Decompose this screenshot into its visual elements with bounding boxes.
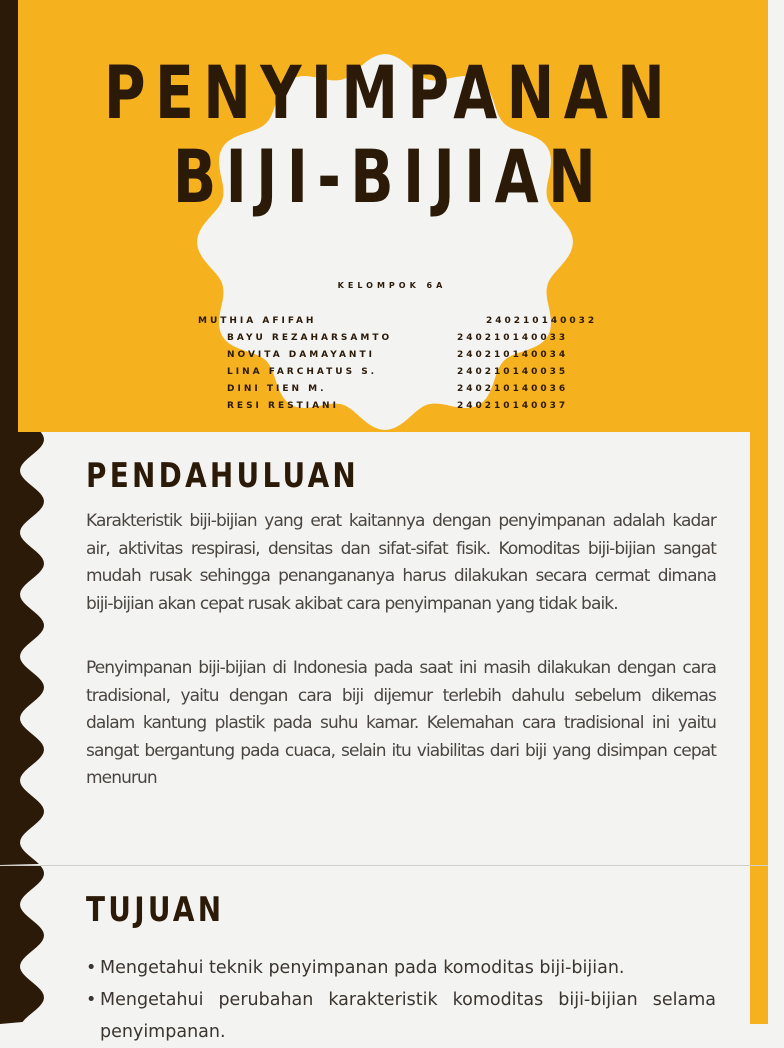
member-name: NOVITA DAMAYANTI	[227, 350, 375, 360]
introduction-slide	[0, 432, 768, 865]
section-heading: PENDAHULUAN	[86, 456, 360, 496]
wavy-left-border	[0, 866, 60, 1024]
section-heading: TUJUAN	[86, 890, 225, 930]
member-row	[0, 348, 768, 364]
group-name: KELOMPOK 6A	[337, 281, 447, 290]
list-item	[86, 952, 716, 984]
objective-list	[86, 952, 716, 1048]
member-row	[0, 382, 768, 398]
member-row	[0, 331, 768, 347]
member-name: RESI RESTIANI	[227, 401, 339, 411]
member-nim: 240210140035	[457, 367, 569, 377]
wavy-left-border	[0, 432, 60, 865]
title-slide	[0, 0, 768, 432]
slide-title	[86, 52, 693, 220]
list-item	[86, 984, 716, 1048]
member-nim: 240210140032	[486, 316, 598, 326]
member-nim: 240210140033	[457, 333, 569, 343]
member-row	[0, 399, 768, 415]
right-accent-strip	[750, 432, 768, 865]
member-nim: 240210140036	[457, 384, 569, 394]
title-line-2: BIJI-BIJIAN	[172, 135, 606, 220]
list-item-text: Mengetahui teknik penyimpanan pada komoditas biji-bijian.	[100, 958, 625, 978]
member-row	[0, 314, 768, 330]
list-item-text: Mengetahui perubahan karakteristik komoditas biji-bijian selama penyimpanan.	[100, 990, 716, 1042]
title-line-1: PENYIMPANAN	[103, 51, 675, 136]
bullet-icon: •	[86, 958, 97, 978]
member-nim: 240210140034	[457, 350, 569, 360]
right-accent-strip	[750, 866, 768, 1024]
member-name: MUTHIA AFIFAH	[198, 316, 317, 326]
member-nim: 240210140037	[457, 401, 569, 411]
member-name: DINI TIEN M.	[227, 384, 327, 394]
intro-paragraph-1: Karakteristik biji-bijian yang erat kaitannya dengan penyimpanan adalah kadar air, aktivitas respirasi, densitas dan sifat-sifat fisik. Komoditas biji-bijian sangat mudah rusak sehingga penangananya harus dilakukan secara cermat dimana biji-bijian akan cepat rusak akibat cara penyimpanan yang tidak baik.	[86, 511, 716, 614]
objectives-slide	[0, 866, 768, 1042]
bullet-icon: •	[86, 990, 97, 1010]
member-name: LINA FARCHATUS S.	[227, 367, 378, 377]
member-name: BAYU REZAHARSAMTO	[227, 333, 393, 343]
intro-paragraph-2: Penyimpanan biji-bijian di Indonesia pada saat ini masih dilakukan dengan cara tradisional, yaitu dengan cara biji dijemur terlebih dahulu sebelum dikemas dalam kantung plastik pada suhu kamar. Kelemahan cara tradisional ini yaitu sangat bergantung pada cuaca, selain itu viabilitas dari biji yang disimpan cepat menurun	[86, 658, 716, 789]
member-row	[0, 365, 768, 381]
